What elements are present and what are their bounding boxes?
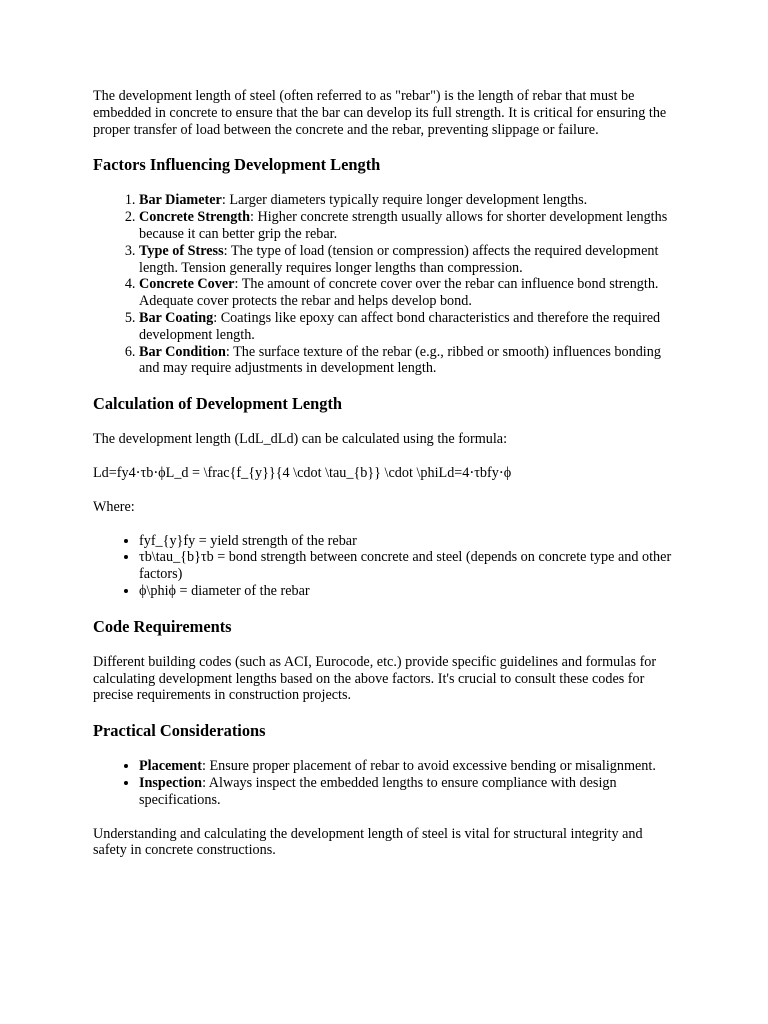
list-item-term: Placement — [139, 758, 203, 775]
list-item-desc: : Ensure proper placement of rebar to avoid excessive bending or misalignment. — [202, 758, 656, 775]
code-heading: Code Requirements — [93, 616, 232, 636]
practical-list — [93, 758, 672, 808]
calculation-intro: The development length (LdL_dLd) can be calculated using the formula: — [93, 431, 508, 448]
list-item-term: Type of Stress — [139, 242, 224, 259]
where-label: Where: — [93, 498, 135, 515]
list-item-desc: : Larger diameters typically require longer development lengths. — [221, 192, 588, 209]
list-item: • fyf_{y}fy = yield strength of the rebar — [139, 533, 672, 550]
variables-list — [93, 533, 672, 600]
list-item — [139, 192, 672, 209]
list-item — [139, 243, 672, 277]
list-item-term: Inspection — [139, 774, 203, 791]
list-item-desc: : The surface texture of the rebar (e.g., ribbed or smooth) influences bonding and may require adjustments in development length. — [139, 343, 661, 377]
practical-heading: Practical Considerations — [93, 721, 266, 741]
code-paragraph: Different building codes (such as ACI, Eurocode, etc.) provide specific guidelines and formulas for calculating development lengths based on the above factors. It's crucial to consult these codes for precise requirements in construction projects. — [93, 653, 657, 704]
list-item — [139, 310, 672, 344]
conclusion-paragraph: Understanding and calculating the development length of steel is vital for structural integrity and safety in concrete constructions. — [93, 825, 643, 859]
list-item-desc: : Coatings like epoxy can affect bond characteristics and therefore the required development length. — [139, 309, 661, 343]
list-item — [139, 344, 672, 378]
factors-list — [93, 192, 672, 377]
list-item-term: Bar Diameter — [139, 192, 222, 209]
list-item-term: Concrete Strength — [139, 209, 250, 226]
list-item-desc: : The type of load (tension or compression) affects the required development length. Tension generally requires longer lengths than compression. — [139, 242, 659, 276]
list-item-term: Bar Condition — [139, 343, 226, 360]
list-item-term: Concrete Cover — [139, 276, 235, 293]
list-item: • τb\tau_{b}τb = bond strength between concrete and steel (depends on concrete type and other factors) — [139, 549, 672, 583]
list-item: • ϕ\phiϕ = diameter of the rebar — [139, 583, 672, 600]
formula-text: Ld=fy4⋅τb⋅ϕL_d = \frac{f_{y}}{4 \cdot \tau_{b}} \cdot \phiLd=4⋅τbfy⋅ϕ — [93, 464, 512, 481]
list-item-desc: : Higher concrete strength usually allows for shorter development lengths because it can better grip the rebar. — [139, 209, 668, 242]
calculation-heading: Calculation of Development Length — [93, 394, 343, 414]
list-item — [139, 276, 672, 310]
intro-paragraph: The development length of steel (often referred to as "rebar") is the length of rebar that must be embedded in concrete to ensure that the bar can develop its full strength. It is critical for ensuring the proper transfer of load between the concrete and the rebar, preventing slippage or failure. — [93, 88, 667, 138]
list-item-desc: : Always inspect the embedded lengths to ensure compliance with design specifications. — [139, 774, 617, 808]
list-item — [139, 209, 672, 243]
list-item — [139, 758, 672, 775]
list-item — [139, 775, 672, 809]
list-item-term: Bar Coating — [139, 309, 214, 326]
list-item-desc: : The amount of concrete cover over the rebar can influence bond strength. Adequate cover protects the rebar and helps develop bond. — [139, 276, 659, 310]
factors-heading: Factors Influencing Development Length — [93, 155, 381, 175]
